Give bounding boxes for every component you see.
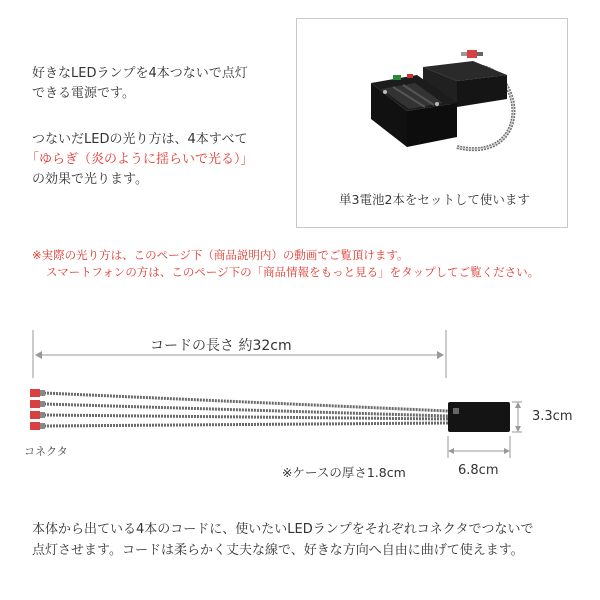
note-line-1: ※実際の光り方は、このページ下（商品説明内）の動画でご覧頂けます。	[32, 248, 409, 262]
battery-case	[448, 402, 510, 432]
intro-line-1: 好きなLEDランプを4本つないで点灯	[32, 66, 248, 81]
thickness-label: ※ケースの厚さ1.8cm	[282, 465, 406, 480]
intro-line-2: できる電源です。	[32, 86, 135, 101]
width-label: 6.8cm	[458, 463, 499, 478]
cord-4	[44, 423, 448, 426]
height-label: 3.3cm	[532, 409, 573, 424]
case-switch	[453, 408, 459, 414]
cords	[44, 393, 448, 426]
intro-highlight: 「ゆらぎ（炎のように揺らいで光る）」	[26, 152, 254, 167]
connector-label: コネクタ	[24, 445, 68, 458]
footer-line-1: 本体から出ている4本のコードに、使いたいLEDランプをそれぞれコネクタでつないで	[32, 522, 534, 537]
photo-caption: 単3電池2本をセットして使います	[339, 192, 530, 207]
connector-red	[467, 50, 477, 58]
cord-1	[44, 393, 448, 411]
footer-line-2: 点灯させます。コードは柔らかく丈夫な線で、好きな方向へ自由に曲げて使えます。	[32, 543, 524, 558]
note-line-2: スマートフォンの方は、このページ下の「商品情報をもっと見る」をタップしてご覧ください。	[46, 265, 540, 279]
switch	[393, 75, 401, 80]
intro-line-5: の効果で光ります。	[32, 172, 148, 187]
intro-line-3: つないだLEDの光り方は、4本すべて	[32, 132, 248, 147]
cord-length-label: コードの長さ 約32cm	[150, 338, 292, 354]
connectors	[30, 389, 45, 430]
